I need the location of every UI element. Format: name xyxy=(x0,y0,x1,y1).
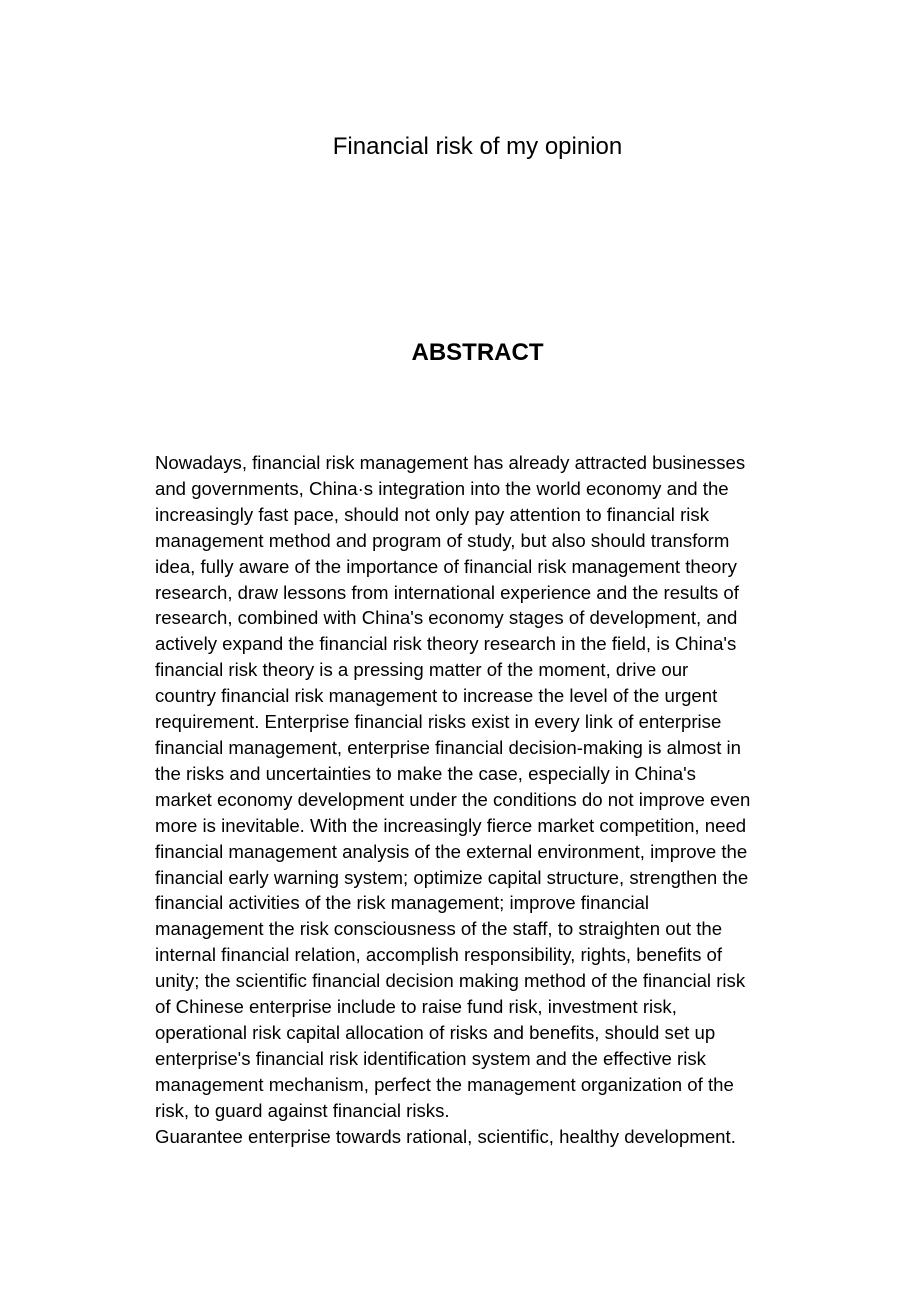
abstract-line: management method and program of study, but also should transform xyxy=(155,529,730,551)
abstract-line: increasingly fast pace, should not only pay attention to financial risk xyxy=(155,503,709,525)
abstract-line: actively expand the financial risk theory research in the field, is China's xyxy=(155,633,737,655)
abstract-line: financial early warning system; optimize capital structure, strengthen the xyxy=(155,866,749,888)
abstract-line: research, combined with China's economy stages of development, and xyxy=(155,607,738,629)
document-title: Financial risk of my opinion xyxy=(332,133,623,160)
abstract-line: risk, to guard against financial risks. xyxy=(155,1099,450,1121)
abstract-line: more is inevitable. With the increasingly fierce market competition, need xyxy=(155,814,747,836)
abstract-line: the risks and uncertainties to make the case, especially in China's xyxy=(155,762,696,784)
abstract-line: enterprise's financial risk identification system and the effective risk xyxy=(155,1047,706,1069)
abstract-line: financial activities of the risk management; improve financial xyxy=(155,892,649,914)
abstract-line: and governments, China·s integration into the world economy and the xyxy=(155,477,729,499)
abstract-line: Guarantee enterprise towards rational, scientific, healthy development. xyxy=(155,1125,736,1147)
abstract-line: requirement. Enterprise financial risks exist in every link of enterprise xyxy=(155,711,722,733)
abstract-line: financial management, enterprise financial decision-making is almost in xyxy=(155,736,741,758)
abstract-line: of Chinese enterprise include to raise fund risk, investment risk, xyxy=(155,996,677,1018)
abstract-line: financial management analysis of the external environment, improve the xyxy=(155,840,748,862)
abstract-line: idea, fully aware of the importance of financial risk management theory xyxy=(155,555,737,577)
abstract-body xyxy=(155,450,805,1149)
abstract-line: market economy development under the conditions do not improve even xyxy=(155,788,751,810)
abstract-line: internal financial relation, accomplish responsibility, rights, benefits of xyxy=(155,944,723,966)
abstract-line: management the risk consciousness of the staff, to straighten out the xyxy=(155,918,723,940)
abstract-line: financial risk theory is a pressing matter of the moment, drive our xyxy=(155,659,689,681)
abstract-line: research, draw lessons from international experience and the results of xyxy=(155,581,739,603)
abstract-line: management mechanism, perfect the management organization of the xyxy=(155,1073,734,1095)
abstract-line: Nowadays, financial risk management has already attracted businesses xyxy=(155,452,746,473)
abstract-heading: ABSTRACT xyxy=(411,339,544,366)
abstract-line: operational risk capital allocation of risks and benefits, should set up xyxy=(155,1021,716,1043)
abstract-line: unity; the scientific financial decision making method of the financial risk xyxy=(155,970,746,992)
abstract-line: country financial risk management to increase the level of the urgent xyxy=(155,685,718,707)
